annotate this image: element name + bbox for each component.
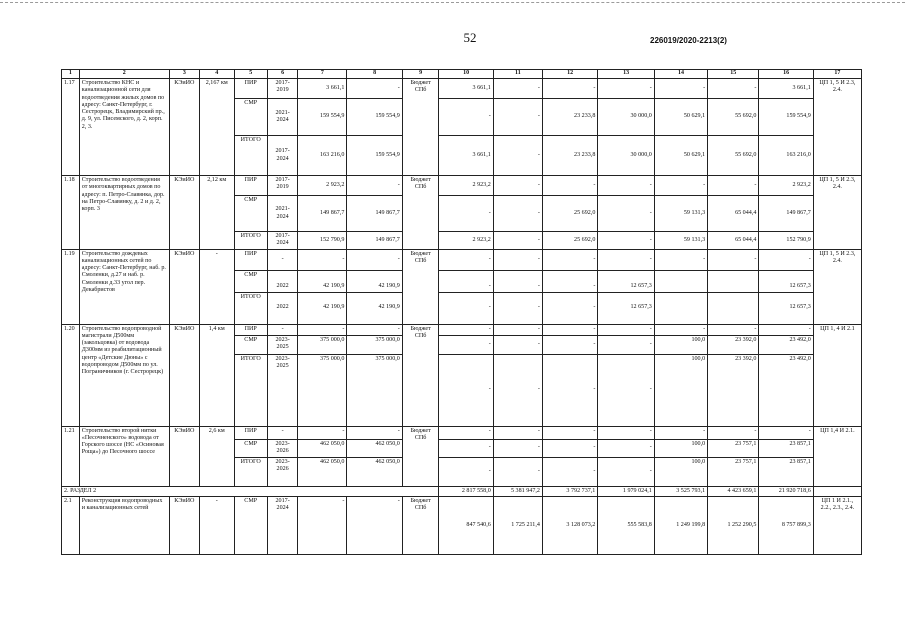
item-name: Реконструкция водопроводных и канализационных сетей <box>79 496 169 554</box>
table-row <box>62 496 862 554</box>
cell-value: - <box>347 176 402 196</box>
item-org: КЭиИО <box>169 426 199 486</box>
cell-value: 42 190,9 <box>347 270 402 292</box>
header-cell: 10 <box>439 70 493 79</box>
cell-value: - <box>542 335 597 354</box>
item-org: КЭиИО <box>169 496 199 554</box>
years: 2017-2024 <box>267 496 297 554</box>
header-cell: 1 <box>62 70 80 79</box>
cell-value: 30 000,0 <box>598 136 654 176</box>
cell-value: - <box>598 196 654 232</box>
cell-value: 12 657,3 <box>598 292 654 324</box>
item-number: 1.19 <box>62 249 80 324</box>
cell-value: 8 757 899,3 <box>759 496 813 554</box>
goal-code: ЦП 1,4 И 2.1. <box>813 426 861 486</box>
cell-value <box>654 270 707 292</box>
cell-value: - <box>598 79 654 99</box>
cell-value: - <box>439 426 493 439</box>
cell-value: 25 692,0 <box>542 196 597 232</box>
cell-value: - <box>708 176 759 196</box>
years: 2017-2024 <box>267 136 297 176</box>
cell-value: - <box>298 426 347 439</box>
item-length: - <box>200 496 235 554</box>
years: 2021-2024 <box>267 99 297 136</box>
cell-value: 4 423 659,1 <box>708 486 759 496</box>
cell-value: 149 867,7 <box>347 196 402 232</box>
cell-value: 375 000,0 <box>298 335 347 354</box>
item-length: 2,12 км <box>200 176 235 250</box>
cell-value: 23 492,0 <box>759 335 813 354</box>
cell-value: - <box>542 457 597 486</box>
cell-value: 163 216,0 <box>298 136 347 176</box>
cell-value: - <box>347 249 402 270</box>
cell-value: 462 050,0 <box>298 439 347 457</box>
cell-value: 2 817 558,0 <box>439 486 493 496</box>
header-cell: 2 <box>79 70 169 79</box>
cell-value: 23 757,1 <box>708 457 759 486</box>
cell-value: 152 790,9 <box>298 232 347 250</box>
cell-value: - <box>542 324 597 335</box>
cell-value: - <box>542 354 597 426</box>
cell-value: - <box>598 324 654 335</box>
cell-value: - <box>759 249 813 270</box>
cell-value: - <box>493 292 542 324</box>
cell-value: 12 657,3 <box>759 270 813 292</box>
work-type: ПИР <box>234 249 267 270</box>
cell-value: 23 233,8 <box>542 136 597 176</box>
item-org: КЭиИО <box>169 176 199 250</box>
cell-value: - <box>654 426 707 439</box>
work-type: СМР <box>234 496 267 554</box>
years: 2023-2025 <box>267 335 297 354</box>
item-org: КЭиИО <box>169 79 199 176</box>
cell-value: - <box>708 249 759 270</box>
work-type: ПИР <box>234 426 267 439</box>
document-number: 226019/2020-2213(2) <box>650 36 727 45</box>
cell-value: 3 661,1 <box>759 79 813 99</box>
cell-value: - <box>654 324 707 335</box>
item-org: КЭиИО <box>169 324 199 426</box>
empty-cell <box>813 486 861 496</box>
cell-value: - <box>298 249 347 270</box>
cell-value: 462 050,0 <box>347 457 402 486</box>
header-cell: 11 <box>493 70 542 79</box>
years: 2021-2024 <box>267 196 297 232</box>
cell-value: 2 923,2 <box>759 176 813 196</box>
cell-value: - <box>439 99 493 136</box>
years: 2023-2026 <box>267 457 297 486</box>
cell-value: 23 757,1 <box>708 439 759 457</box>
cell-value: - <box>347 426 402 439</box>
cell-value: 152 790,9 <box>759 232 813 250</box>
header-cell: 8 <box>347 70 402 79</box>
cell-value: - <box>493 176 542 196</box>
work-type: ИТОГО <box>234 354 267 426</box>
years: - <box>267 426 297 439</box>
cell-value: - <box>439 457 493 486</box>
work-type: ПИР <box>234 79 267 99</box>
section-total-row <box>62 486 862 496</box>
header-cell: 15 <box>708 70 759 79</box>
cell-value: 1 979 024,1 <box>598 486 654 496</box>
cell-value: - <box>598 176 654 196</box>
funding-source: Бюджет СПб <box>402 324 439 426</box>
cell-value: - <box>493 249 542 270</box>
item-length: - <box>200 249 235 324</box>
item-org: КЭиИО <box>169 249 199 324</box>
work-type: ИТОГО <box>234 136 267 176</box>
cell-value: - <box>298 496 347 554</box>
cell-value: 375 000,0 <box>347 335 402 354</box>
cell-value: 2 923,2 <box>439 176 493 196</box>
cell-value <box>708 270 759 292</box>
cell-value: - <box>439 196 493 232</box>
cell-value: 149 867,7 <box>759 196 813 232</box>
section-label: 2. РАЗДЕЛ 2 <box>62 486 439 496</box>
cell-value: - <box>708 426 759 439</box>
cell-value: 3 661,1 <box>439 136 493 176</box>
cell-value: - <box>759 324 813 335</box>
cell-value: 1 252 290,5 <box>708 496 759 554</box>
cell-value: - <box>708 324 759 335</box>
cell-value: - <box>654 79 707 99</box>
cell-value: 42 190,9 <box>298 292 347 324</box>
cell-value: 42 190,9 <box>298 270 347 292</box>
cell-value: - <box>542 176 597 196</box>
item-name: Строительство дождевых канализационных сетей по адресу: Санкт-Петербург, наб. р. Смоленки, д.27 и наб. р. Смоленки д.33 угол пер. Декабристов <box>79 249 169 324</box>
header-cell: 17 <box>813 70 861 79</box>
cell-value: 159 554,9 <box>298 99 347 136</box>
cell-value: - <box>598 354 654 426</box>
cell-value: - <box>598 335 654 354</box>
goal-code: ЦП 1, 5 И 2.3, 2.4. <box>813 249 861 324</box>
work-type: СМР <box>234 270 267 292</box>
item-number: 1.21 <box>62 426 80 486</box>
cell-value: 5 381 947,2 <box>493 486 542 496</box>
years: 2023-2025 <box>267 354 297 426</box>
cell-value: - <box>598 439 654 457</box>
item-number: 2.1 <box>62 496 80 554</box>
cell-value: - <box>493 354 542 426</box>
table-row <box>62 79 862 99</box>
years: 2022 <box>267 270 297 292</box>
years: - <box>267 324 297 335</box>
cell-value: 555 583,8 <box>598 496 654 554</box>
cell-value: - <box>347 324 402 335</box>
cell-value: - <box>542 270 597 292</box>
header-cell: 16 <box>759 70 813 79</box>
funding-source: Бюджет СПб <box>402 79 439 176</box>
years: 2023-2026 <box>267 439 297 457</box>
cell-value: 2 923,2 <box>439 232 493 250</box>
cell-value: - <box>439 249 493 270</box>
cell-value: 159 554,9 <box>759 99 813 136</box>
cell-value: 100,0 <box>654 335 707 354</box>
goal-code: ЦП 1 И 2.1., 2.2., 2.3., 2.4. <box>813 496 861 554</box>
cell-value: - <box>493 232 542 250</box>
page-number: 52 <box>463 30 477 45</box>
cell-value: - <box>298 324 347 335</box>
cell-value: - <box>439 292 493 324</box>
cell-value: - <box>654 176 707 196</box>
cell-value: 55 692,0 <box>708 136 759 176</box>
cell-value: 163 216,0 <box>759 136 813 176</box>
cell-value: - <box>759 426 813 439</box>
table-row <box>62 249 862 270</box>
work-type: ПИР <box>234 324 267 335</box>
cell-value: 3 525 793,1 <box>654 486 707 496</box>
header-cell: 6 <box>267 70 297 79</box>
funding-source: Бюджет СПб <box>402 496 439 554</box>
cell-value: 23 233,8 <box>542 99 597 136</box>
cell-value: 23 392,0 <box>708 354 759 426</box>
cell-value: 462 050,0 <box>298 457 347 486</box>
years: 2022 <box>267 292 297 324</box>
goal-code: ЦП 1, 4 И 2.1 <box>813 324 861 426</box>
cell-value: 30 000,0 <box>598 99 654 136</box>
goal-code: ЦП 1, 5 И 2.3, 2.4. <box>813 176 861 250</box>
cell-value: 159 554,9 <box>347 99 402 136</box>
cell-value: 100,0 <box>654 439 707 457</box>
cell-value: 149 867,7 <box>298 196 347 232</box>
cell-value: - <box>493 439 542 457</box>
header-cell: 9 <box>402 70 439 79</box>
cell-value: - <box>347 79 402 99</box>
cell-value: 23 857,1 <box>759 439 813 457</box>
header-cell: 5 <box>234 70 267 79</box>
scan-edge-line <box>0 2 905 3</box>
work-type: ИТОГО <box>234 292 267 324</box>
cell-value: 59 131,3 <box>654 196 707 232</box>
item-length: 2,167 км <box>200 79 235 176</box>
cell-value: 375 000,0 <box>347 354 402 426</box>
item-number: 1.20 <box>62 324 80 426</box>
cell-value: 65 044,4 <box>708 196 759 232</box>
cell-value: - <box>439 335 493 354</box>
cell-value: - <box>654 249 707 270</box>
cell-value: 12 657,3 <box>759 292 813 324</box>
item-length: 1,4 км <box>200 324 235 426</box>
cell-value: - <box>493 136 542 176</box>
work-type: ПИР <box>234 176 267 196</box>
years: 2017-2019 <box>267 79 297 99</box>
work-type: ИТОГО <box>234 232 267 250</box>
cell-value: 3 792 737,1 <box>542 486 597 496</box>
work-type: ИТОГО <box>234 457 267 486</box>
cell-value: - <box>598 249 654 270</box>
cell-value: 59 131,3 <box>654 232 707 250</box>
cell-value <box>708 292 759 324</box>
cell-value: - <box>598 457 654 486</box>
cell-value: 50 629,1 <box>654 99 707 136</box>
years: - <box>267 249 297 270</box>
table-row <box>62 324 862 335</box>
cell-value: 65 044,4 <box>708 232 759 250</box>
cell-value: - <box>542 79 597 99</box>
cell-value: - <box>542 249 597 270</box>
cell-value: - <box>493 457 542 486</box>
cell-value: - <box>493 79 542 99</box>
investment-program-table <box>61 69 862 555</box>
header-cell: 12 <box>542 70 597 79</box>
cell-value: - <box>493 426 542 439</box>
item-name: Строительство водоотведения от многоквартирных домов по адресу: п. Петро-Славянка, дор. на Петро-Славянку, д. 2 и д. 2, корп. 3 <box>79 176 169 250</box>
cell-value: 3 661,1 <box>439 79 493 99</box>
header-cell: 13 <box>598 70 654 79</box>
cell-value: 3 661,1 <box>298 79 347 99</box>
cell-value: - <box>493 99 542 136</box>
cell-value <box>654 292 707 324</box>
cell-value: - <box>439 270 493 292</box>
goal-code: ЦП 1, 5 И 2.3, 2.4. <box>813 79 861 176</box>
cell-value: 462 050,0 <box>347 439 402 457</box>
header-cell: 4 <box>200 70 235 79</box>
cell-value: 2 923,2 <box>298 176 347 196</box>
cell-value: - <box>493 196 542 232</box>
cell-value: - <box>598 232 654 250</box>
cell-value: - <box>708 79 759 99</box>
item-name: Строительство водопроводной магистрали Д500мм (закольцовка) от водовода Д300мм из реабилитационный центр «Детские Дюны» с водопроводом Д500мм по ул. Пограничников (г. Сестрорецк) <box>79 324 169 426</box>
cell-value: - <box>439 439 493 457</box>
cell-value: 23 392,0 <box>708 335 759 354</box>
work-type: СМР <box>234 196 267 232</box>
cell-value: - <box>542 439 597 457</box>
work-type: СМР <box>234 439 267 457</box>
cell-value: 100,0 <box>654 354 707 426</box>
years: 2017-2024 <box>267 232 297 250</box>
cell-value: 55 692,0 <box>708 99 759 136</box>
work-type: СМР <box>234 99 267 136</box>
header-cell: 3 <box>169 70 199 79</box>
item-number: 1.17 <box>62 79 80 176</box>
cell-value: 42 190,9 <box>347 292 402 324</box>
cell-value: 21 920 718,6 <box>759 486 813 496</box>
cell-value: 50 629,1 <box>654 136 707 176</box>
cell-value: 23 857,1 <box>759 457 813 486</box>
cell-value: 1 725 211,4 <box>493 496 542 554</box>
cell-value: - <box>542 292 597 324</box>
header-row <box>62 70 862 79</box>
cell-value: 149 867,7 <box>347 232 402 250</box>
cell-value: 12 657,3 <box>598 270 654 292</box>
cell-value: - <box>439 354 493 426</box>
funding-source: Бюджет СПб <box>402 249 439 324</box>
cell-value: 100,0 <box>654 457 707 486</box>
cell-value: - <box>493 335 542 354</box>
funding-source: Бюджет СПб <box>402 176 439 250</box>
cell-value: 25 692,0 <box>542 232 597 250</box>
funding-source: Бюджет СПб <box>402 426 439 486</box>
cell-value: 375 000,0 <box>298 354 347 426</box>
cell-value: 3 128 073,2 <box>542 496 597 554</box>
item-number: 1.18 <box>62 176 80 250</box>
years: 2017-2019 <box>267 176 297 196</box>
table-row <box>62 176 862 196</box>
cell-value: - <box>493 270 542 292</box>
cell-value: - <box>439 324 493 335</box>
header-cell: 14 <box>654 70 707 79</box>
item-name: Строительство КНС и канализационной сети для водоотведения жилых домов по адресу: Санкт-Петербург, г. Сестрорецк, Владимирский пр., д. 9, ул. Писемского, д. 2, корп. 2, 3. <box>79 79 169 176</box>
item-length: 2,6 км <box>200 426 235 486</box>
cell-value: - <box>493 324 542 335</box>
cell-value: - <box>542 426 597 439</box>
cell-value: 159 554,9 <box>347 136 402 176</box>
cell-value: 23 492,0 <box>759 354 813 426</box>
cell-value: - <box>598 426 654 439</box>
item-name: Строительство второй нитки «Песочненского» водовода от Горского шоссе (НС «Осиновая Роща») до Песочного шоссе <box>79 426 169 486</box>
header-cell: 7 <box>298 70 347 79</box>
cell-value: 1 249 199,8 <box>654 496 707 554</box>
cell-value: - <box>347 496 402 554</box>
work-type: СМР <box>234 335 267 354</box>
cell-value: 847 540,6 <box>439 496 493 554</box>
table-row <box>62 426 862 439</box>
